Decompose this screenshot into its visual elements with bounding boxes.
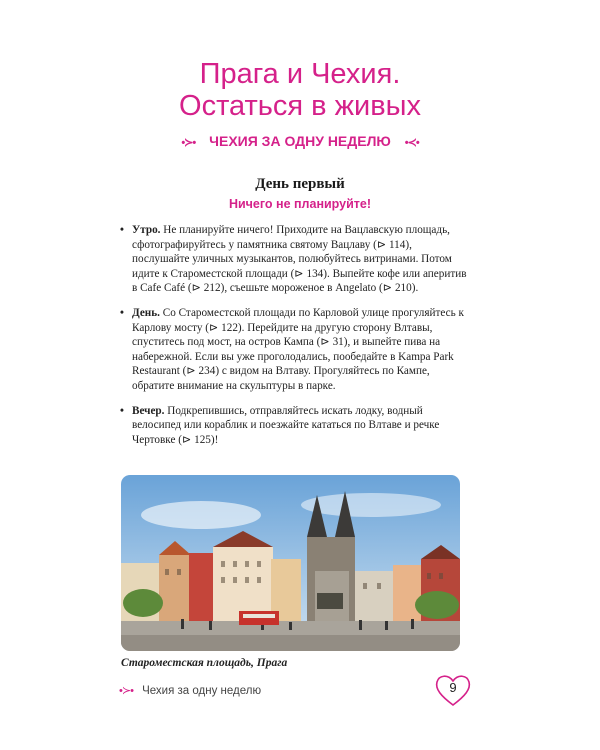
section-heading	[0, 133, 600, 149]
footer-ornament-icon: •≻•	[119, 685, 133, 697]
section-heading-label: ЧЕХИЯ ЗА ОДНУ НЕДЕЛЮ	[209, 133, 391, 149]
photo-illustration	[121, 475, 460, 651]
itinerary-list	[120, 223, 470, 457]
page-title	[0, 58, 600, 122]
itinerary-label: День.	[132, 306, 160, 319]
itinerary-label: Вечер.	[132, 404, 165, 417]
old-town-square-photo	[121, 475, 460, 651]
itinerary-text: Со Староместской площади по Карловой улице прогуляйтесь к Карлову мосту (⊳ 122). Перейдите на другую сторону Влтавы, спуститесь под мост, на остров Кампа (⊳ 31), и выпейте пива на набережной. Если вы уже проголодались, пообедайте в Kampa Park Restaurant (⊳ 234) с видом на Влтаву. Прогуляйтесь по Кампе, обратите внимание на скульптуры в парке.	[132, 306, 464, 392]
ornament-right-icon: •≺•	[404, 137, 419, 149]
page-title-line1: Прага и Чехия.	[199, 58, 401, 90]
page-number-badge	[433, 672, 473, 708]
photo-caption: Староместская площадь, Прага	[121, 657, 288, 669]
ornament-left-icon: •≻•	[181, 137, 196, 149]
itinerary-item-evening	[120, 404, 470, 448]
footer-title-label: Чехия за одну неделю	[142, 685, 262, 697]
itinerary-item-morning	[120, 223, 470, 296]
day-subtitle: Ничего не планируйте!	[228, 197, 372, 211]
page-title-line2: Остаться в живых	[179, 90, 421, 122]
itinerary-label: Утро.	[132, 224, 161, 236]
itinerary-text: Не планируйте ничего! Приходите на Вацлавскую площадь, сфотографируйтесь у памятника святому Вацлаву (⊳ 114), послушайте уличных музыкантов, полюбуйтесь витринами. Потом идите к Староместской площади (⊳ 134). Выпейте кофе или аперитив в Cafe Café (⊳ 212), съешьте мороженое в Angelato (⊳ 210).	[132, 224, 467, 295]
page-number: 9	[449, 680, 457, 695]
itinerary-item-day	[120, 306, 470, 394]
footer-running-title	[119, 684, 261, 697]
day-title: День первый	[255, 176, 345, 192]
itinerary-text: Подкрепившись, отправляйтесь искать лодку, водный велосипед или кораблик и поезжайте кататься по Влтаве и речке Чертовке (⊳ 125)!	[132, 404, 440, 446]
